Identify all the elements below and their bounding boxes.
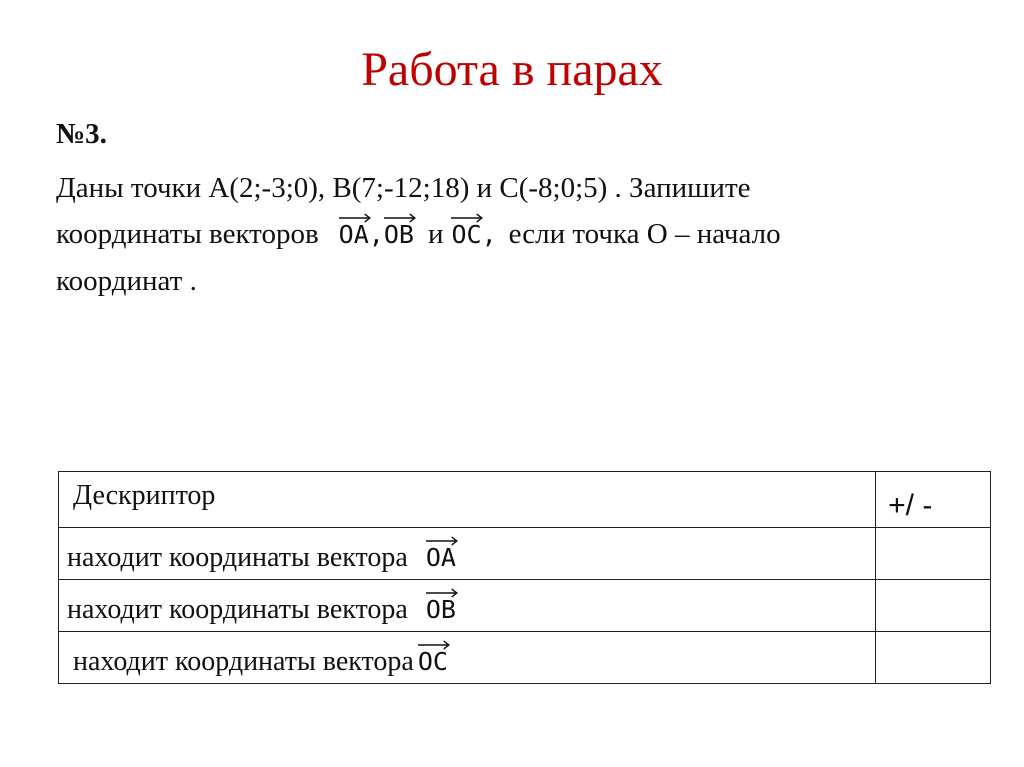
task-line-2: [56, 211, 976, 258]
descriptor-text: находит координаты вектора: [67, 593, 408, 625]
vector-oa: OA: [426, 534, 456, 572]
vector-arrow-icon: [426, 536, 458, 546]
descriptor-table: [58, 471, 991, 684]
vector-arrow-icon: [451, 213, 483, 223]
table-row: [59, 632, 991, 684]
descriptor-cell: [59, 528, 876, 580]
header-descriptor-cell: [59, 472, 876, 528]
header-mark: +/ -: [888, 488, 933, 522]
header-descriptor: Дескриптор: [73, 479, 216, 511]
table-row: [59, 580, 991, 632]
descriptor-cell: [59, 580, 876, 632]
vector-ob: OB: [384, 211, 414, 249]
vector-ob: OB: [426, 586, 456, 624]
descriptor-text: находит координаты вектора: [73, 645, 414, 677]
descriptor-text: находит координаты вектора: [67, 541, 408, 573]
mark-cell[interactable]: [876, 528, 991, 580]
task-number: №3.: [56, 118, 107, 150]
task-line-2-end: если точка О – начало: [508, 218, 781, 250]
vector-oa: OA: [339, 211, 369, 249]
table-header-row: [59, 472, 991, 528]
vector-arrow-icon: [384, 213, 416, 223]
task-line-3: координат .: [56, 265, 197, 297]
slide-title: Работа в парах: [361, 43, 663, 96]
task-line-2-start: координаты векторов: [56, 218, 319, 250]
vector-arrow-icon: [339, 213, 371, 223]
vector-oc: OC: [418, 638, 448, 676]
task-text: [56, 165, 976, 304]
table-row: [59, 528, 991, 580]
comma: ,: [481, 220, 497, 249]
descriptor-cell: [59, 632, 876, 684]
header-mark-cell: [876, 472, 991, 528]
task-line-1: Даны точки А(2;-3;0), В(7;-12;18) и С(-8;0;5) . Запишите: [56, 172, 751, 204]
vector-arrow-icon: [426, 588, 458, 598]
vector-arrow-icon: [418, 640, 450, 650]
mark-cell[interactable]: [876, 632, 991, 684]
vector-oc: OC: [451, 211, 481, 249]
mark-cell[interactable]: [876, 580, 991, 632]
comma: ,: [368, 220, 384, 249]
conjunction: и: [427, 218, 444, 250]
